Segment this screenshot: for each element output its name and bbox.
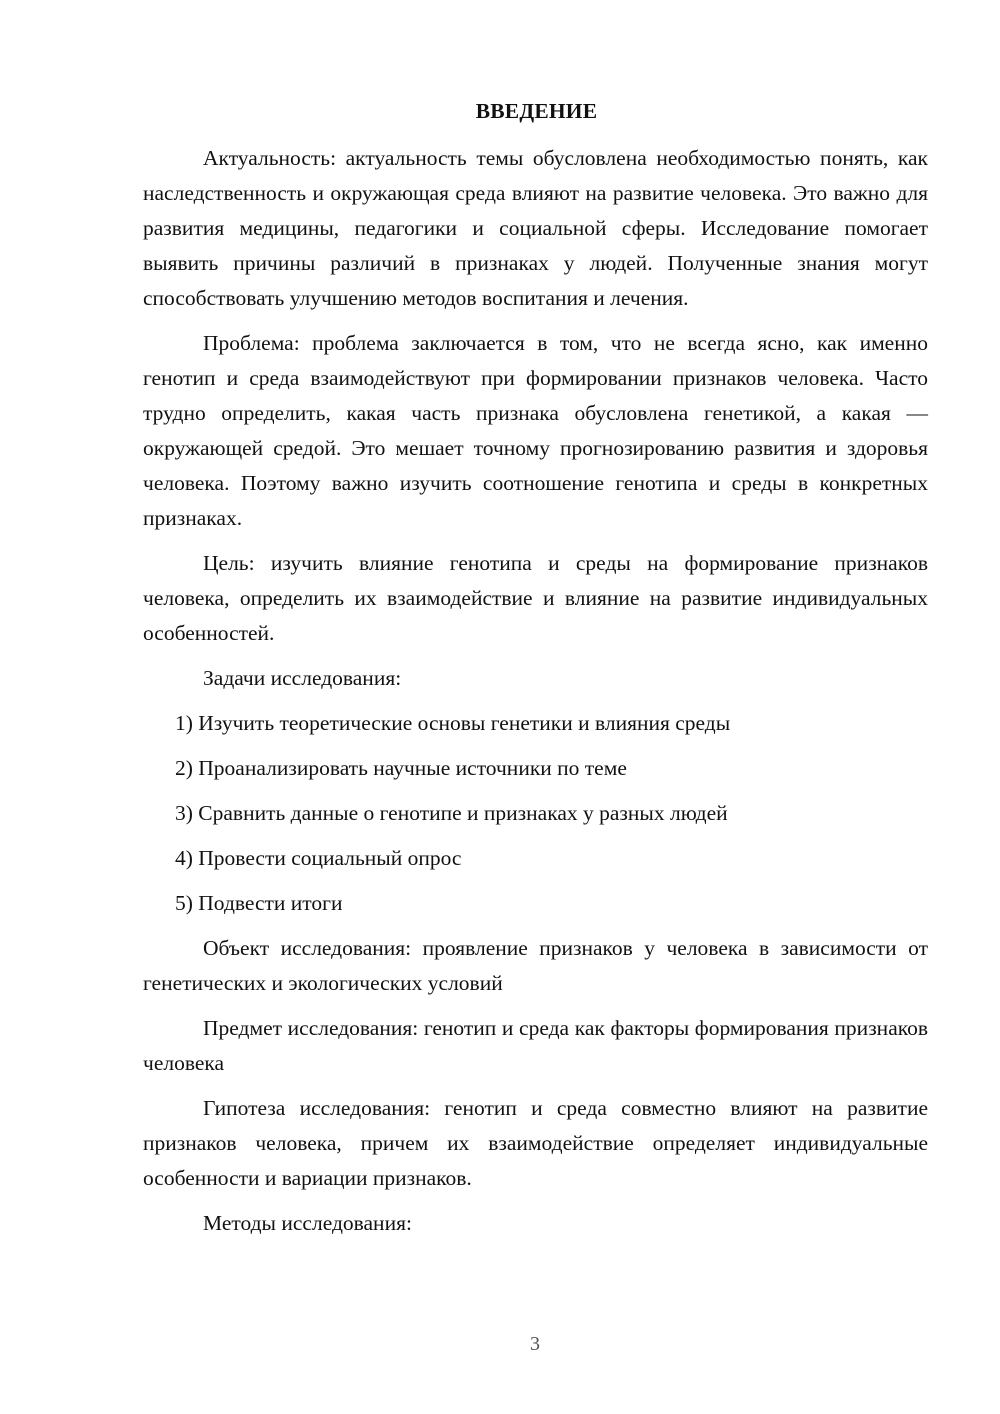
paragraph-hypothesis: Гипотеза исследования: генотип и среда совместно влияют на развитие признаков человека, причем их взаимодействие определяет индивидуальные особенности и вариации признаков. — [143, 1096, 928, 1190]
paragraph-problem: Проблема: проблема заключается в том, что не всегда ясно, как именно генотип и среда взаимодействуют при формировании признаков человека. Часто трудно определить, какая часть признака обусловлена генетикой, а какая — окружающей средой. Это мешает точному прогнозированию развития и здоровья человека. Поэтому важно изучить соотношение генотипа и среды в конкретных признаках. — [143, 331, 928, 530]
page-number: 3 — [530, 1333, 540, 1355]
tasks-list — [143, 706, 928, 921]
document-body — [143, 94, 928, 1251]
task-item: 4) Провести социальный опрос — [175, 846, 462, 870]
task-item: 2) Проанализировать научные источники по теме — [175, 756, 627, 780]
paragraph-goal: Цель: изучить влияние генотипа и среды на формирование признаков человека, определить их взаимодействие и влияние на развитие индивидуальных особенностей. — [143, 551, 928, 645]
task-item: 3) Сравнить данные о генотипе и признаках у разных людей — [175, 801, 728, 825]
section-title: ВВЕДЕНИЕ — [475, 99, 598, 123]
task-item: 5) Подвести итоги — [175, 891, 343, 915]
methods-heading: Методы исследования: — [203, 1211, 412, 1235]
tasks-heading: Задачи исследования: — [203, 666, 402, 690]
paragraph-subject: Предмет исследования: генотип и среда как факторы формирования признаков человека — [143, 1016, 928, 1075]
task-item: 1) Изучить теоретические основы генетики и влияния среды — [175, 711, 731, 735]
paragraph-object: Объект исследования: проявление признаков у человека в зависимости от генетических и экологических условий — [143, 936, 928, 995]
paragraph-relevance: Актуальность: актуальность темы обусловлена необходимостью понять, как наследственность и окружающая среда влияют на развитие человека. Это важно для развития медицины, педагогики и социальной сферы. Исследование помогает выявить причины различий в признаках у людей. Полученные знания могут способствовать улучшению методов воспитания и лечения. — [143, 146, 928, 310]
